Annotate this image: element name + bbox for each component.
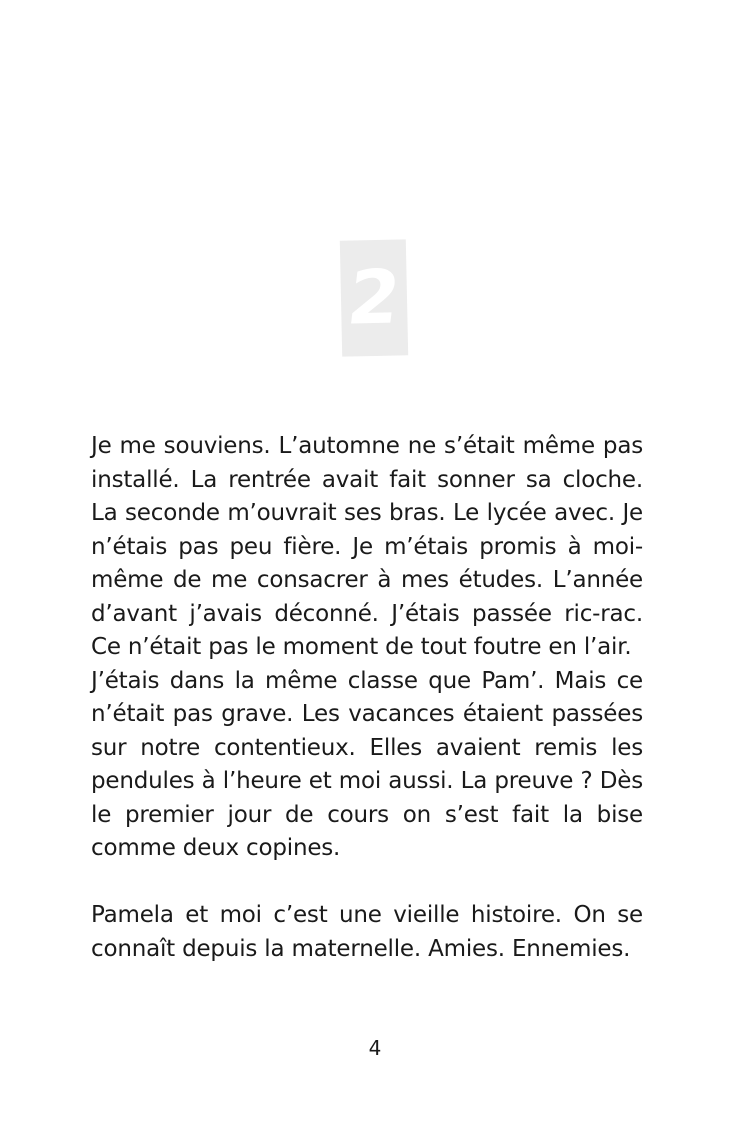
chapter-body <box>91 430 643 966</box>
page-number: 4 <box>368 1036 382 1060</box>
chapter-number-badge <box>340 239 408 356</box>
chapter-number: 2 <box>343 254 405 342</box>
paragraph: J’étais dans la même classe que Pam’. Mais ce n’était pas grave. Les vacances étaient passées sur notre contentieux. Elles avaient remis les pendules à l’heure et moi aussi. La preuve ? Dès le premier jour de cours on s’est fait la bise comme deux copines. <box>91 667 643 861</box>
paragraph: Pamela et moi c’est une vieille histoire. On se connaît depuis la maternelle. Amies. Ennemies. <box>91 902 643 962</box>
paragraph: Je me souviens. L’automne ne s’était même pas installé. La rentrée avait fait sonner sa cloche. La seconde m’ouvrait ses bras. Le lycée avec. Je n’étais pas peu fière. Je m’étais promis à moi-même de me consacrer à mes études. L’année d’avant j’avais déconné. J’étais passée ric-rac. Ce n’était pas le moment de tout foutre en l’air. <box>91 433 643 660</box>
